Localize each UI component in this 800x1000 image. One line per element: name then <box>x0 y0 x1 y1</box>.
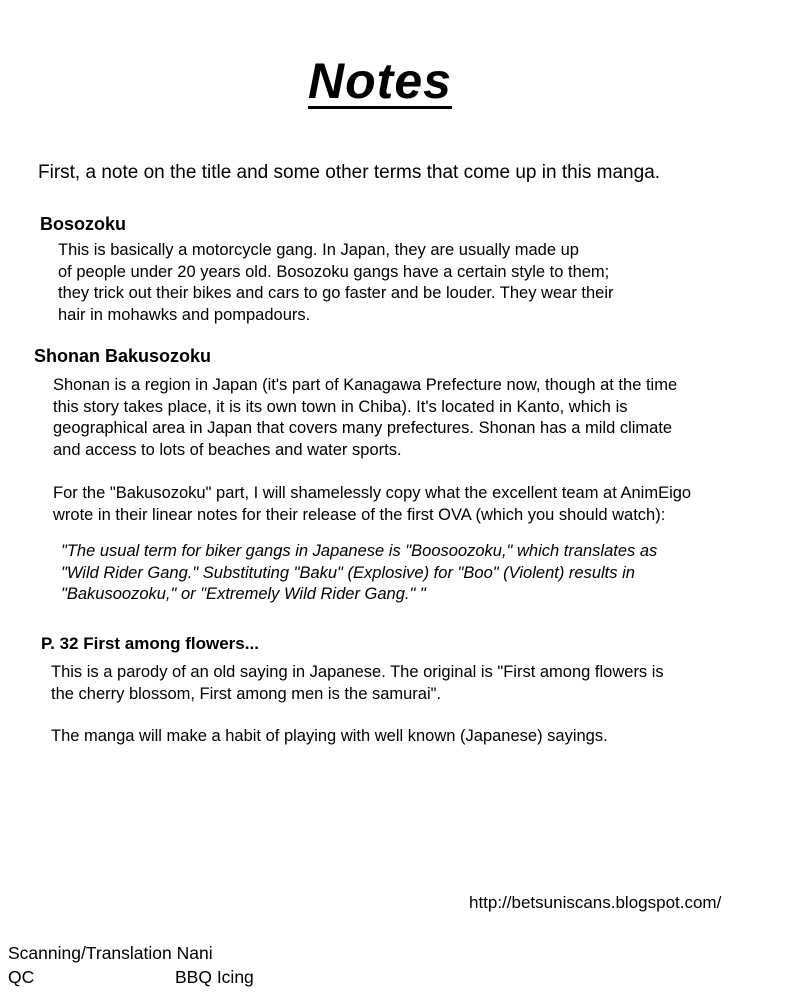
body-line: Shonan is a region in Japan (it's part of Kanagawa Prefecture now, though at the time <box>53 376 678 394</box>
body-line: This is basically a motorcycle gang. In Japan, they are usually made up <box>58 241 579 259</box>
section-body-p32-para1 <box>51 662 664 705</box>
body-line: hair in mohawks and pompadours. <box>58 305 311 324</box>
section-heading-bosozoku: Bosozoku <box>40 214 127 234</box>
credit-label: QC <box>8 967 35 987</box>
section-heading-shonan: Shonan Bakusozoku <box>34 346 212 366</box>
page-title <box>0 52 760 110</box>
body-line: they trick out their bikes and cars to go faster and be louder. They wear their <box>58 284 614 302</box>
credit-label: Scanning/Translation <box>8 943 172 963</box>
section-heading-p32: P. 32 First among flowers... <box>41 634 259 653</box>
section-body-shonan-para1 <box>53 375 677 461</box>
animeigo-quote <box>61 541 657 606</box>
credit-row <box>8 941 254 965</box>
blog-url: http://betsuniscans.blogspot.com/ <box>469 893 722 912</box>
page-title-text: Notes <box>308 53 452 109</box>
body-line: The manga will make a habit of playing with well known (Japanese) sayings. <box>51 727 608 745</box>
body-line: this story takes place, it is its own town in Chiba). It's located in Kanto, which is <box>53 397 628 416</box>
body-line: wrote in their linear notes for their release of the first OVA (which you should watch): <box>53 505 666 524</box>
section-body-p32-para2 <box>51 726 608 748</box>
quote-line: "Bakusoozoku," or "Extremely Wild Rider Gang." " <box>61 585 426 603</box>
credit-name: BBQ Icing <box>175 967 254 987</box>
body-line: the cherry blossom, First among men is the samurai". <box>51 684 442 703</box>
body-line: and access to lots of beaches and water sports. <box>53 440 402 459</box>
quote-line: "The usual term for biker gangs in Japanese is "Boosoozoku," which translates as <box>61 542 658 560</box>
credits <box>8 941 254 989</box>
quote-line: "Wild Rider Gang." Substituting "Baku" (Explosive) for "Boo" (Violent) results in <box>61 563 635 582</box>
section-body-bosozoku <box>58 240 614 326</box>
credit-row <box>8 965 254 989</box>
body-line: geographical area in Japan that covers many prefectures. Shonan has a mild climate <box>53 419 673 437</box>
section-body-shonan-para2 <box>53 483 691 526</box>
body-line: For the "Bakusozoku" part, I will shamelessly copy what the excellent team at AnimEigo <box>53 484 692 502</box>
body-line: of people under 20 years old. Bosozoku gangs have a certain style to them; <box>58 262 610 281</box>
credit-name: Nani <box>176 943 213 963</box>
intro-text: First, a note on the title and some other terms that come up in this manga. <box>38 162 661 183</box>
body-line: This is a parody of an old saying in Japanese. The original is "First among flowers is <box>51 663 664 681</box>
